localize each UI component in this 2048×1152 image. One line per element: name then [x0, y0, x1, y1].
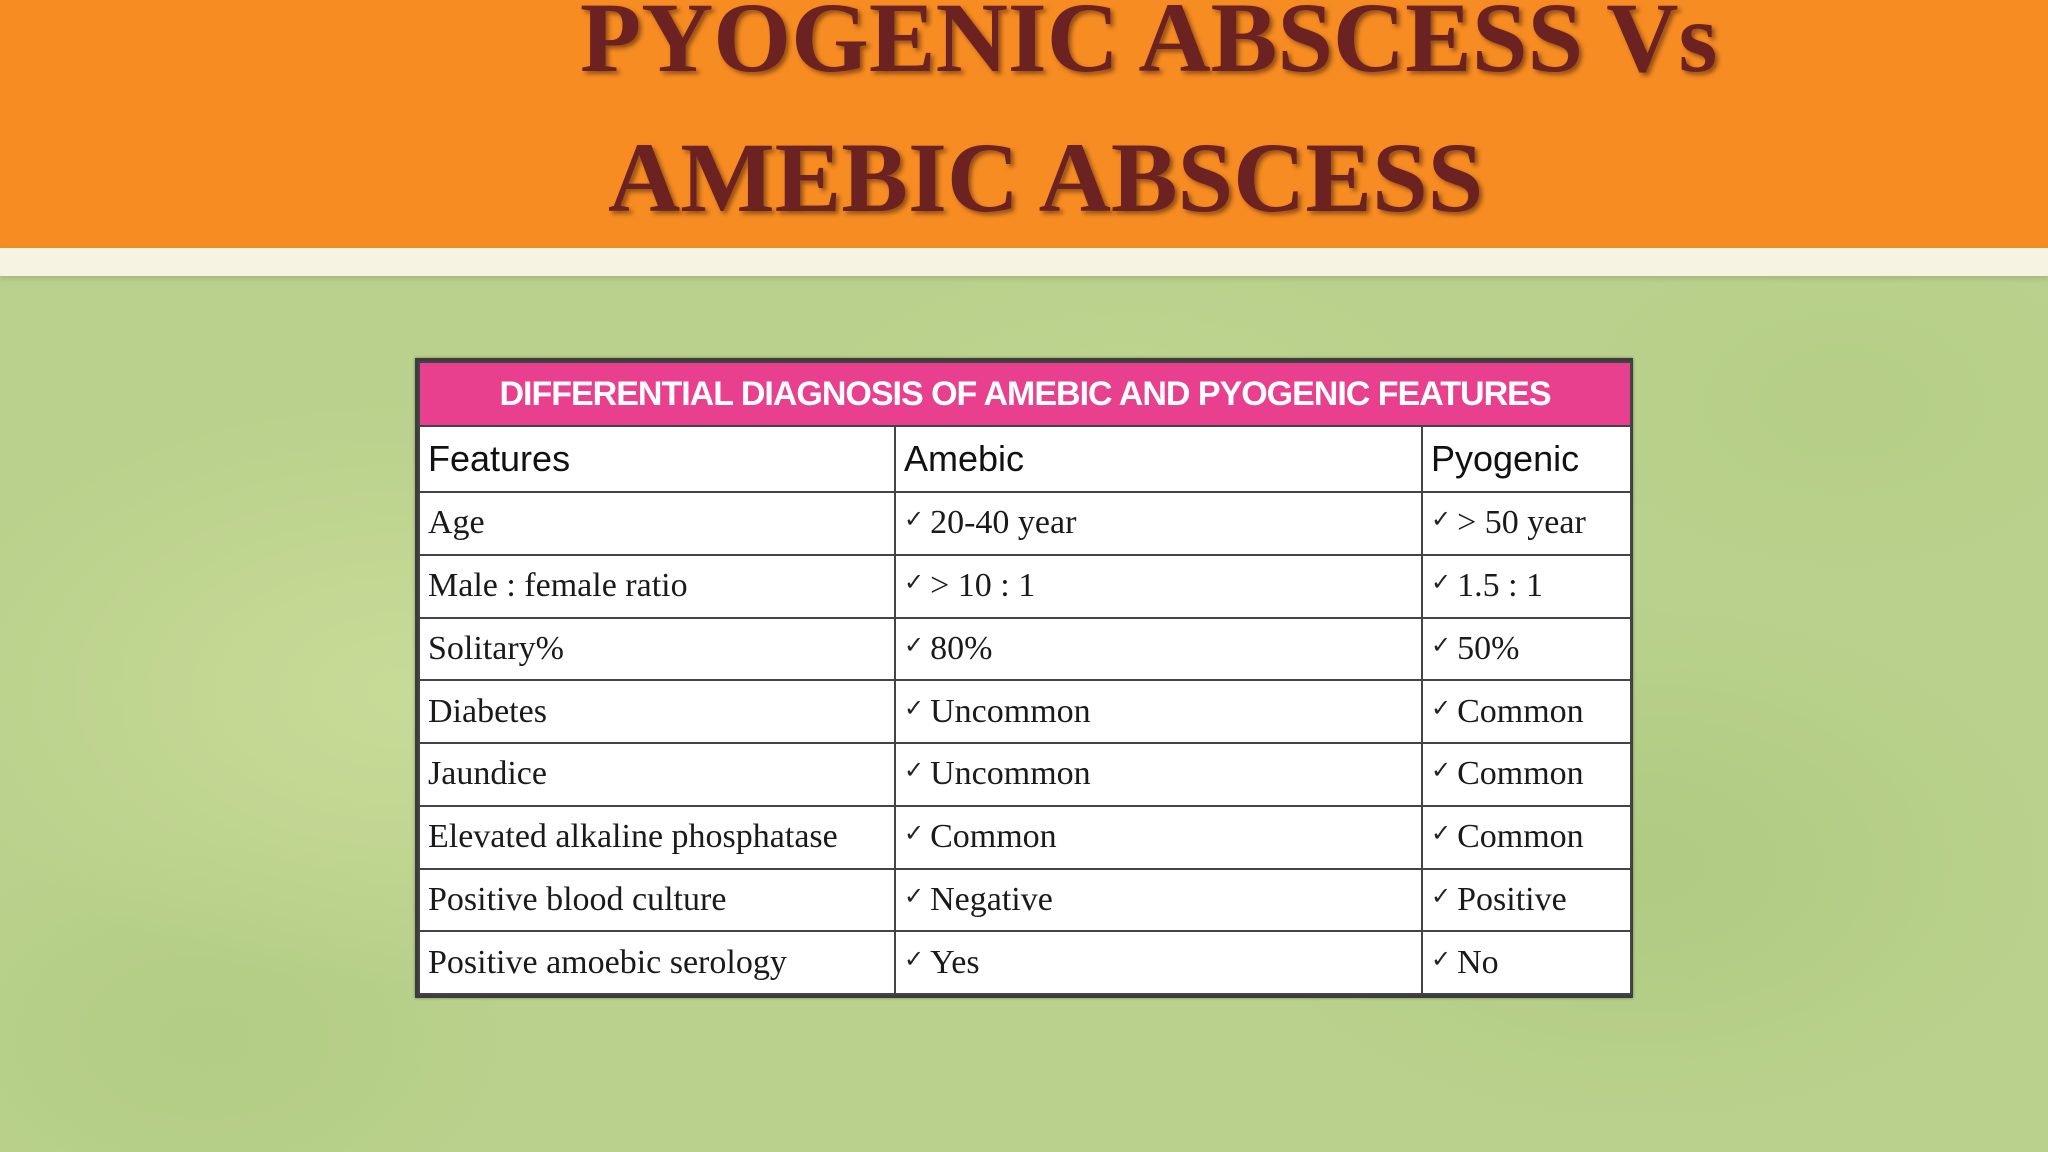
table-row [419, 555, 1631, 618]
feature-cell: Male : female ratio [419, 555, 895, 618]
amebic-value: 80% [930, 629, 993, 667]
check-mark-icon: ✓ [904, 505, 925, 534]
pyogenic-cell [1422, 806, 1631, 869]
table-row [419, 806, 1631, 869]
differential-diagnosis-table [418, 361, 1632, 995]
amebic-value: > 10 : 1 [930, 567, 1036, 605]
check-mark-icon: ✓ [1431, 881, 1452, 910]
table-row [419, 931, 1631, 994]
column-header-pyogenic: Pyogenic [1422, 426, 1631, 492]
check-mark-icon: ✓ [1431, 505, 1452, 534]
amebic-value: Uncommon [930, 692, 1091, 730]
amebic-value: Yes [930, 943, 980, 981]
amebic-cell [895, 555, 1422, 618]
pyogenic-value: Common [1457, 755, 1584, 793]
pyogenic-value: Common [1457, 692, 1584, 730]
pyogenic-value: > 50 year [1457, 504, 1586, 542]
pyogenic-cell [1422, 618, 1631, 681]
check-mark-icon: ✓ [1431, 819, 1452, 848]
pyogenic-value: No [1457, 943, 1499, 981]
amebic-cell [895, 618, 1422, 681]
table-caption: DIFFERENTIAL DIAGNOSIS OF AMEBIC AND PYOGENIC FEATURES [419, 362, 1631, 426]
pyogenic-cell [1422, 743, 1631, 806]
check-mark-icon: ✓ [904, 881, 925, 910]
amebic-cell [895, 743, 1422, 806]
check-mark-icon: ✓ [1431, 944, 1452, 973]
table-row [419, 618, 1631, 681]
amebic-value: Common [930, 818, 1057, 856]
feature-cell: Age [419, 492, 895, 555]
pyogenic-value: Common [1457, 818, 1584, 856]
pyogenic-value: 50% [1457, 629, 1520, 667]
table-row [419, 743, 1631, 806]
pyogenic-cell [1422, 680, 1631, 743]
feature-cell: Positive blood culture [419, 869, 895, 932]
slide-title-line-1: PYOGENIC ABSCESS Vs [580, 0, 1718, 93]
pyogenic-value: Positive [1457, 880, 1567, 918]
check-mark-icon: ✓ [1431, 630, 1452, 659]
pyogenic-cell [1422, 869, 1631, 932]
table-caption-row [419, 362, 1631, 426]
check-mark-icon: ✓ [1431, 756, 1452, 785]
check-mark-icon: ✓ [904, 944, 925, 973]
column-header-amebic: Amebic [895, 426, 1422, 492]
table-row [419, 492, 1631, 555]
feature-cell: Diabetes [419, 680, 895, 743]
amebic-cell [895, 931, 1422, 994]
check-mark-icon: ✓ [904, 756, 925, 785]
check-mark-icon: ✓ [904, 819, 925, 848]
amebic-cell [895, 806, 1422, 869]
table-row [419, 869, 1631, 932]
amebic-cell [895, 869, 1422, 932]
amebic-value: Uncommon [930, 755, 1091, 793]
table-header-row [419, 426, 1631, 492]
feature-cell: Positive amoebic serology [419, 931, 895, 994]
check-mark-icon: ✓ [904, 630, 925, 659]
check-mark-icon: ✓ [1431, 693, 1452, 722]
column-header-features: Features [419, 426, 895, 492]
check-mark-icon: ✓ [904, 568, 925, 597]
differential-diagnosis-table-card [415, 358, 1633, 998]
feature-cell: Elevated alkaline phosphatase [419, 806, 895, 869]
banner-divider-stripe [0, 248, 2048, 276]
feature-cell: Jaundice [419, 743, 895, 806]
amebic-cell [895, 492, 1422, 555]
pyogenic-cell [1422, 492, 1631, 555]
slide-title-line-2: AMEBIC ABSCESS [608, 122, 1484, 233]
amebic-value: Negative [930, 880, 1053, 918]
pyogenic-cell [1422, 931, 1631, 994]
pyogenic-value: 1.5 : 1 [1457, 567, 1544, 605]
check-mark-icon: ✓ [1431, 568, 1452, 597]
feature-cell: Solitary% [419, 618, 895, 681]
amebic-cell [895, 680, 1422, 743]
pyogenic-cell [1422, 555, 1631, 618]
check-mark-icon: ✓ [904, 693, 925, 722]
table-row [419, 680, 1631, 743]
amebic-value: 20-40 year [930, 504, 1077, 542]
